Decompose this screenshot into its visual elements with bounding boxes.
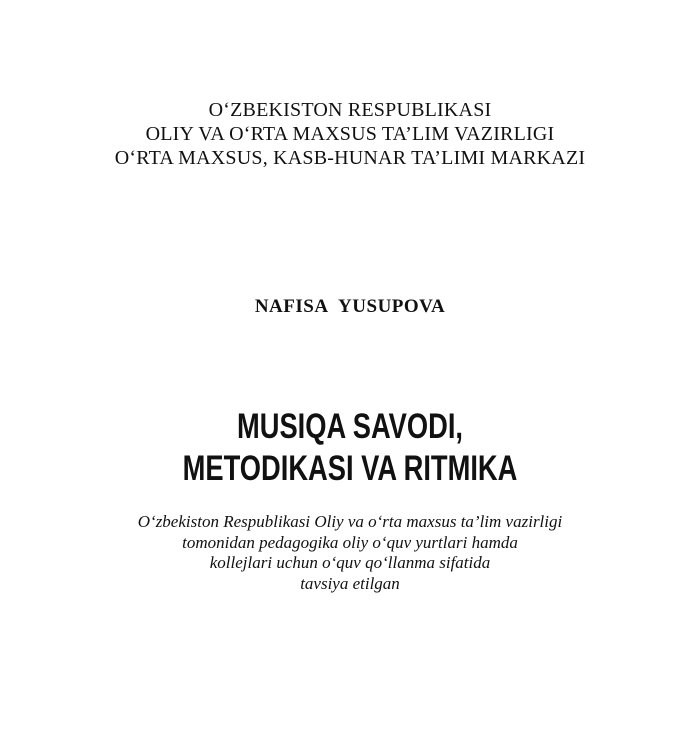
book-title (77, 406, 623, 490)
approval-line-3: kollejlari uchun o‘quv qo‘llanma sifatida (209, 553, 491, 572)
organization-line-center: O‘RTA MAXSUS, KASB-HUNAR TA’LIMI MARKAZI (114, 147, 586, 169)
approval-line-2: tomonidan pedagogika oliy o‘quv yurtlari hamda (182, 532, 518, 552)
approval-note (0, 512, 700, 594)
book-title-line-1: MUSIQA SAVODI, (236, 407, 464, 446)
book-title-line-2: METODIKASI VA RITMIKA (182, 449, 518, 488)
approval-line-4: tavsiya etilgan (300, 573, 400, 593)
organization-line-ministry: OLIY VA O‘RTA MAXSUS TA’LIM VAZIRLIGI (145, 123, 555, 145)
author-name: NAFISA YUSUPOVA (254, 296, 446, 317)
approval-line-1: O‘zbekiston Respublikasi Oliy va o‘rta maxsus ta’lim vazirligi (137, 512, 563, 531)
organization-line-republic: O‘ZBEKISTON RESPUBLIKASI (208, 99, 492, 121)
issuing-organization (0, 98, 700, 170)
